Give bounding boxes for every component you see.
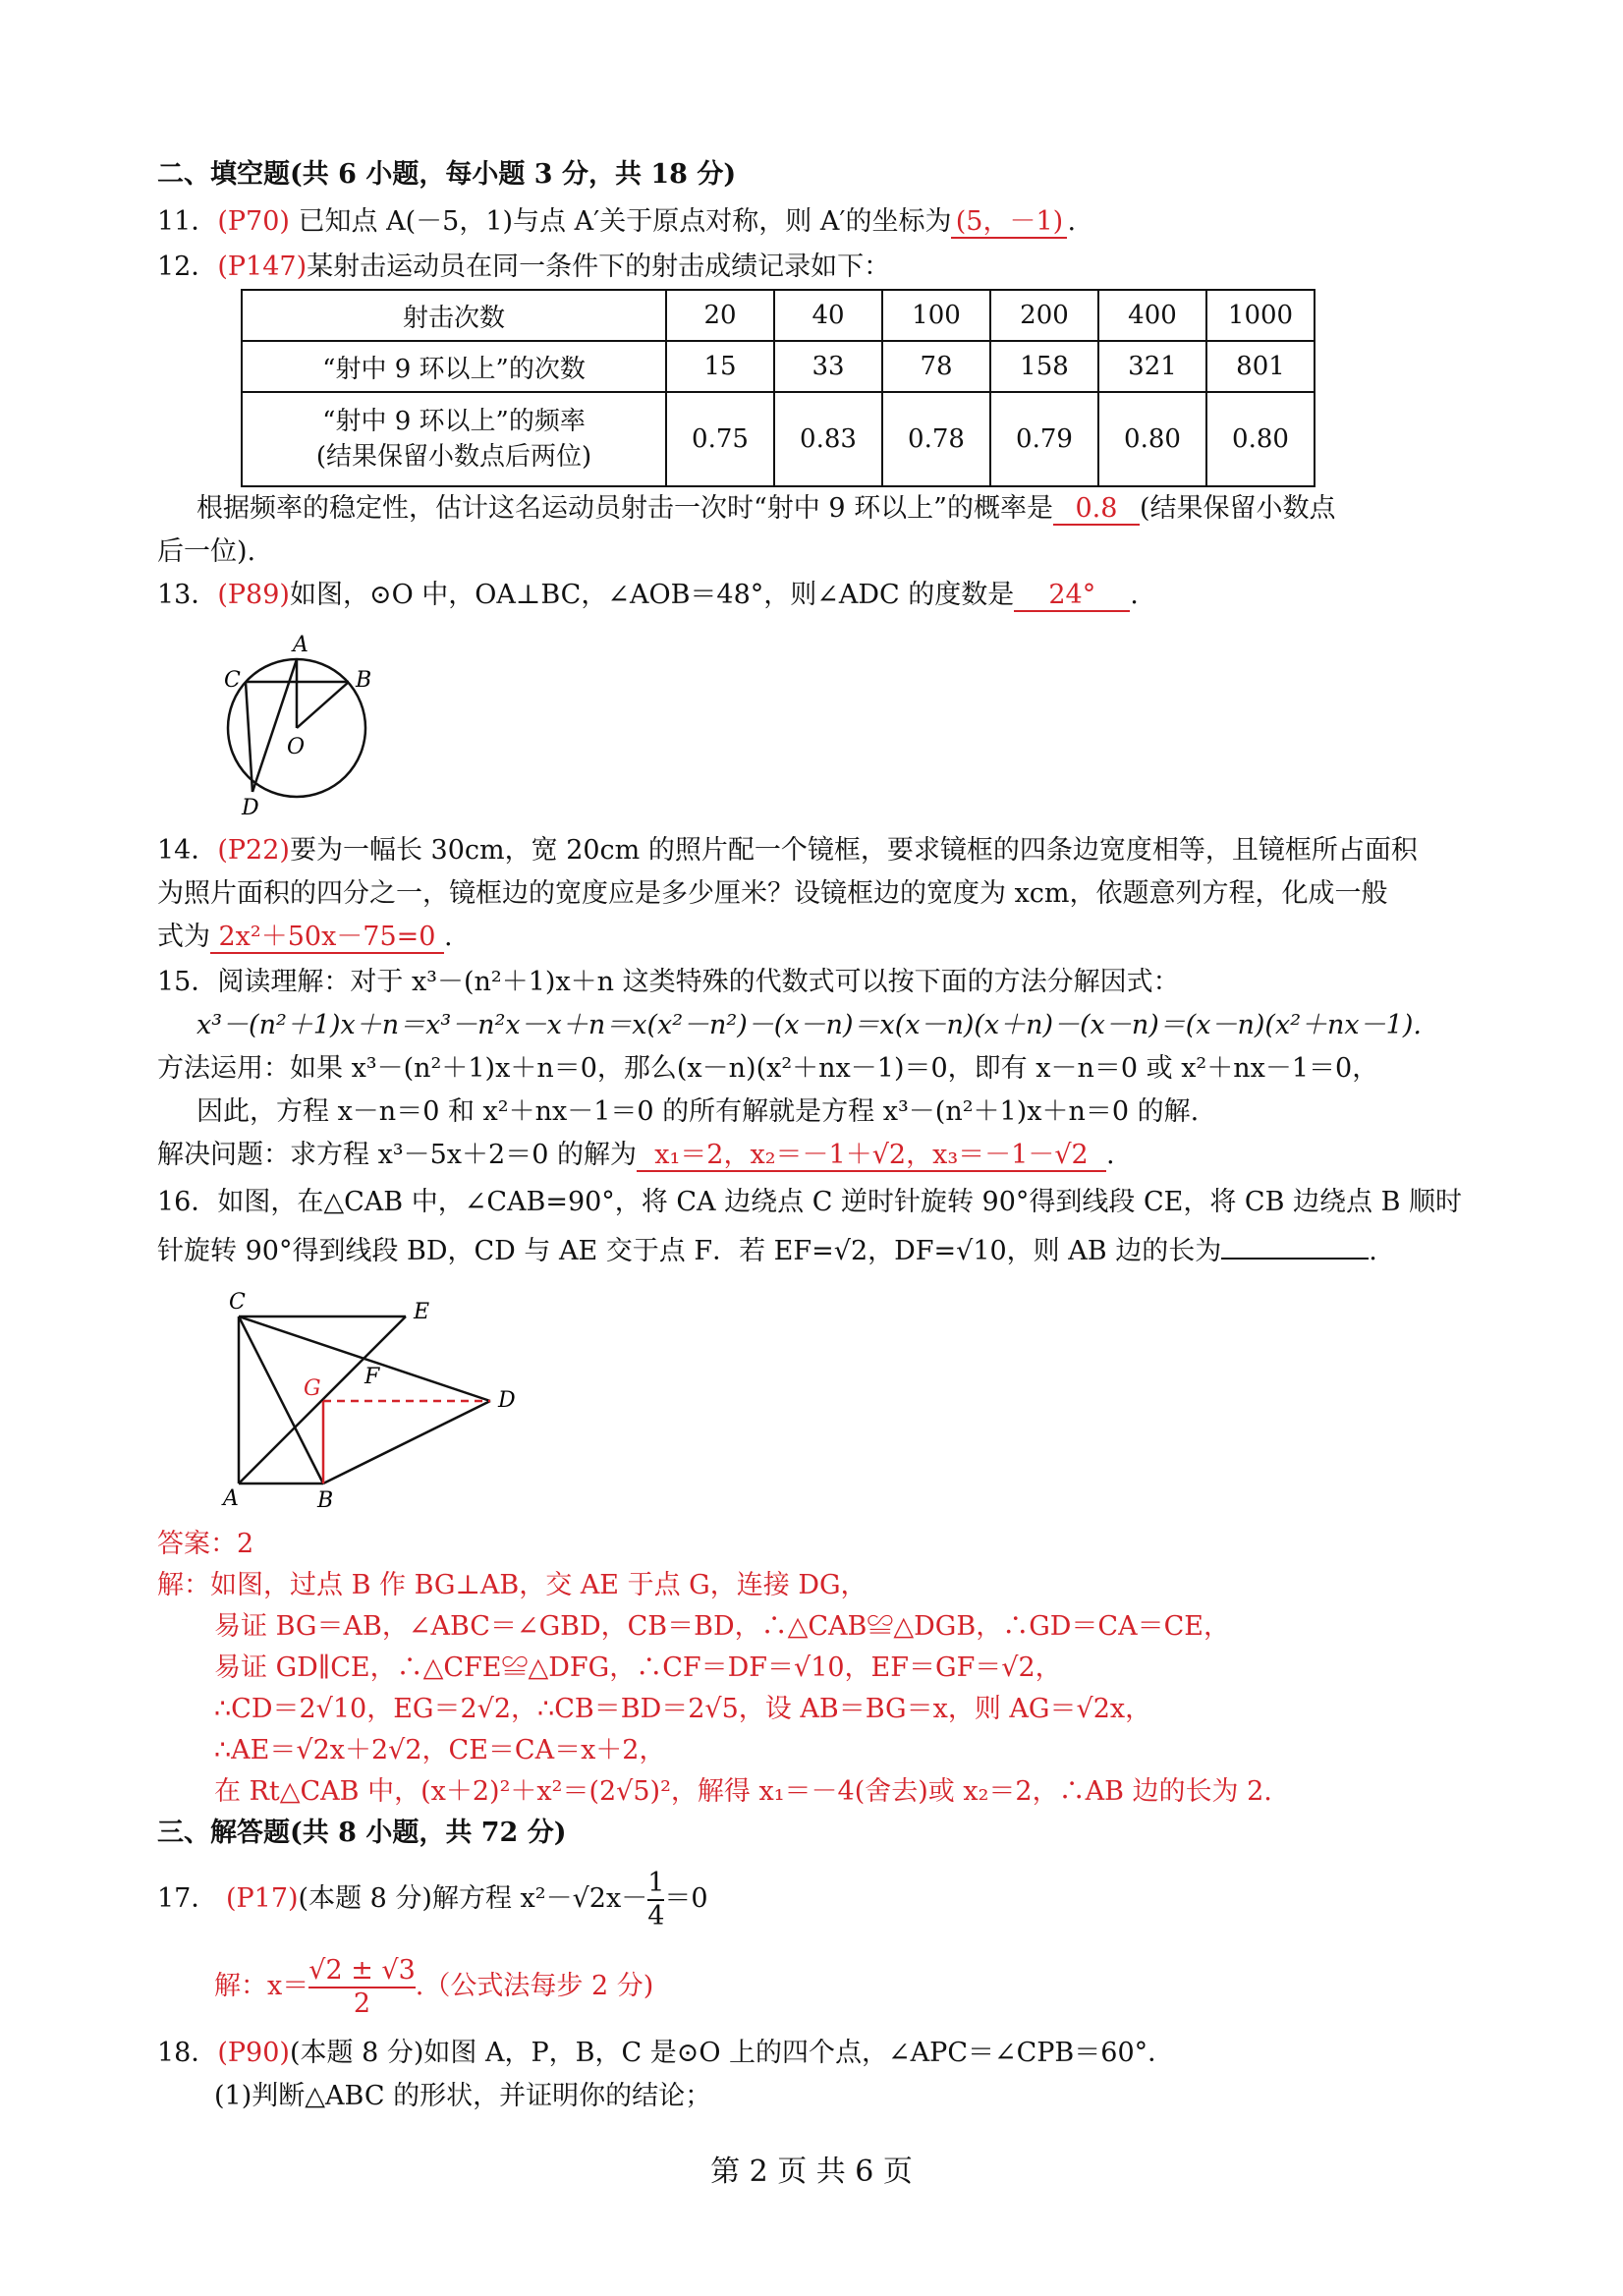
table-cell: 78 <box>882 341 990 392</box>
table-row <box>242 341 1315 392</box>
q14-line3: 式为 2x²＋50x－75=0 . <box>157 922 453 952</box>
label-a: A <box>223 1486 239 1511</box>
q18-source: (P90) <box>217 2038 290 2068</box>
q11-answer: (5，－1) <box>951 207 1067 239</box>
q15-line2: x³－(n²＋1)x＋n＝x³－n²x－x＋n＝x(x²－n²)－(x－n)＝x(x－n)(x＋n)－(x－n)＝(x－n)(x²＋nx－1). <box>196 1010 1422 1040</box>
label-g: G <box>304 1376 321 1401</box>
q11-source: (P70) <box>217 206 290 237</box>
q12-answer: 0.8 <box>1053 494 1140 526</box>
q16-answer-blank <box>1221 1232 1369 1260</box>
table-cell: 321 <box>1098 341 1206 392</box>
table-header-cell: 射击次数 <box>242 290 666 341</box>
label-b: B <box>356 668 372 693</box>
q13-source: (P89) <box>217 580 290 610</box>
q14-answer: 2x²＋50x－75=0 <box>210 923 444 954</box>
table-cell: 20 <box>666 290 774 341</box>
segment-ad <box>252 659 297 792</box>
q14-source: (P22) <box>217 835 290 866</box>
segment-ob <box>297 682 349 728</box>
segment-bd <box>323 1401 490 1484</box>
q15-line4: 因此，方程 x－n＝0 和 x²＋nx－1＝0 的所有解就是方程 x³－(n²＋1)x＋n＝0 的解. <box>196 1096 1200 1127</box>
table-cell: 0.78 <box>882 392 990 486</box>
page-footer: 第 2 页 共 6 页 <box>710 2155 913 2189</box>
q14-line1: 14．(P22)要为一幅长 30cm，宽 20cm 的照片配一个镜框，要求镜框的四条边宽度相等，且镜框所占面积 <box>157 835 1418 866</box>
table-cell: 200 <box>990 290 1098 341</box>
table-cell: 0.80 <box>1206 392 1315 486</box>
label-c: C <box>224 668 241 693</box>
table-row <box>242 290 1315 341</box>
table-cell: 100 <box>882 290 990 341</box>
label-d: D <box>498 1388 516 1413</box>
q13-circle-figure <box>216 633 383 820</box>
shooting-record-table <box>241 289 1315 487</box>
q18: 18．(P90)(本题 8 分)如图 A，P，B，C 是⊙O 上的四个点，∠APC＝∠CPB＝60°． <box>157 2038 1175 2068</box>
table-cell: 0.75 <box>666 392 774 486</box>
q12: 12．(P147)某射击运动员在同一条件下的射击成绩记录如下： <box>157 252 891 282</box>
table-header-cell: “射中 9 环以上”的频率 (结果保留小数点后两位) <box>242 392 666 486</box>
table-header-cell: “射中 9 环以上”的次数 <box>242 341 666 392</box>
label-d: D <box>242 796 259 820</box>
q17-fraction: $\frac{1}{4}$ <box>647 1867 665 1932</box>
label-a: A <box>293 633 308 657</box>
table-cell: 158 <box>990 341 1098 392</box>
table-cell: 0.79 <box>990 392 1098 486</box>
q13-answer: 24° <box>1014 581 1130 612</box>
label-e: E <box>414 1300 430 1324</box>
table-cell: 801 <box>1206 341 1315 392</box>
q14-line2: 为照片面积的四分之一，镜框边的宽度应是多少厘米？设镜框边的宽度为 xcm，依题意列方程，化成一般 <box>157 878 1388 909</box>
q16-solution-line3: 易证 GD∥CE，∴△CFE≌△DFG，∴CF＝DF＝√10，EF＝GF＝√2， <box>214 1652 1062 1683</box>
q11: 11．(P70) 已知点 A(－5，1)与点 A′关于原点对称，则 A′的坐标为 (5，－1) . <box>157 206 1077 237</box>
q15-answer: x₁＝2，x₂＝－1＋√2，x₃＝－1－√2 <box>637 1141 1106 1172</box>
q12-conclusion-cont: 后一位). <box>157 536 256 567</box>
label-c: C <box>229 1290 246 1315</box>
q17-solution: 解：x＝ $\frac{√2 \pm √3}{2}$ .（公式法每步 2 分) <box>214 1954 654 2019</box>
q17-solution-fraction: $\frac{√2 \pm √3}{2}$ <box>308 1954 416 2019</box>
q15-line5: 解决问题：求方程 x³－5x＋2＝0 的解为 x₁＝2，x₂＝－1＋√2，x₃＝－1－√2 . <box>157 1140 1115 1170</box>
section2-title: 二、填空题(共 6 小题，每小题 3 分，共 18 分) <box>157 159 737 190</box>
q12-conclusion: 根据频率的稳定性，估计这名运动员射击一次时“射中 9 环以上”的概率是 0.8 (结果保留小数点 <box>196 493 1336 524</box>
q17: 17． (P17)(本题 8 分)解方程 x²－√2x－ $\frac{1}{4}$ ＝0 <box>157 1867 708 1932</box>
table-cell: 0.83 <box>774 392 882 486</box>
q18-sub1: (1)判断△ABC 的形状，并证明你的结论； <box>214 2081 712 2111</box>
table-row <box>242 392 1315 486</box>
label-o: O <box>287 735 306 759</box>
q15-line3: 方法运用：如果 x³－(n²＋1)x＋n＝0，那么(x－n)(x²＋nx－1)＝0，即有 x－n＝0 或 x²＋nx－1＝0， <box>157 1053 1379 1084</box>
table-cell: 15 <box>666 341 774 392</box>
q17-source: (P17) <box>225 1883 299 1914</box>
q16-solution-line2: 易证 BG＝AB，∠ABC＝∠GBD，CB＝BD，∴△CAB≌△DGB，∴GD＝CA＝CE， <box>214 1611 1230 1642</box>
q16-triangle-figure <box>221 1287 526 1513</box>
q16-answer-label: 答案：2 <box>157 1529 254 1559</box>
table-cell: 40 <box>774 290 882 341</box>
label-f: F <box>364 1365 380 1389</box>
table-cell: 1000 <box>1206 290 1315 341</box>
q16-solution-line5: ∴AE＝√2x＋2√2，CE＝CA＝x＋2， <box>214 1735 666 1765</box>
table-cell: 400 <box>1098 290 1206 341</box>
section3-title: 三、解答题(共 8 小题，共 72 分) <box>157 1818 567 1848</box>
q16-line2: 针旋转 90°得到线段 BD，CD 与 AE 交于点 F．若 EF=√2，DF=√10，则 AB 边的长为 . <box>157 1232 1377 1269</box>
q12-source: (P147) <box>217 252 308 282</box>
q16-line1: 16．如图，在△CAB 中，∠CAB=90°，将 CA 边绕点 C 逆时针旋转 90°得到线段 CE，将 CB 边绕点 B 顺时 <box>157 1187 1463 1217</box>
table-cell: 33 <box>774 341 882 392</box>
q16-solution-line6: 在 Rt△CAB 中，(x＋2)²＋x²＝(2√5)²，解得 x₁＝－4(舍去)或 x₂＝2，∴AB 边的长为 2. <box>214 1776 1272 1807</box>
q15-line1: 15．阅读理解：对于 x³－(n²＋1)x＋n 这类特殊的代数式可以按下面的方法分解因式： <box>157 967 1180 997</box>
table-cell: 0.80 <box>1098 392 1206 486</box>
label-b: B <box>317 1488 334 1513</box>
q16-solution-line4: ∴CD＝2√10，EG＝2√2，∴CB＝BD＝2√5，设 AB＝BG＝x，则 AG＝√2x， <box>214 1694 1152 1724</box>
q16-solution-line1: 解：如图，过点 B 作 BG⊥AB，交 AE 于点 G，连接 DG， <box>157 1570 867 1600</box>
q13: 13．(P89)如图，⊙O 中，OA⊥BC，∠AOB＝48°，则∠ADC 的度数是 24° . <box>157 580 1139 610</box>
